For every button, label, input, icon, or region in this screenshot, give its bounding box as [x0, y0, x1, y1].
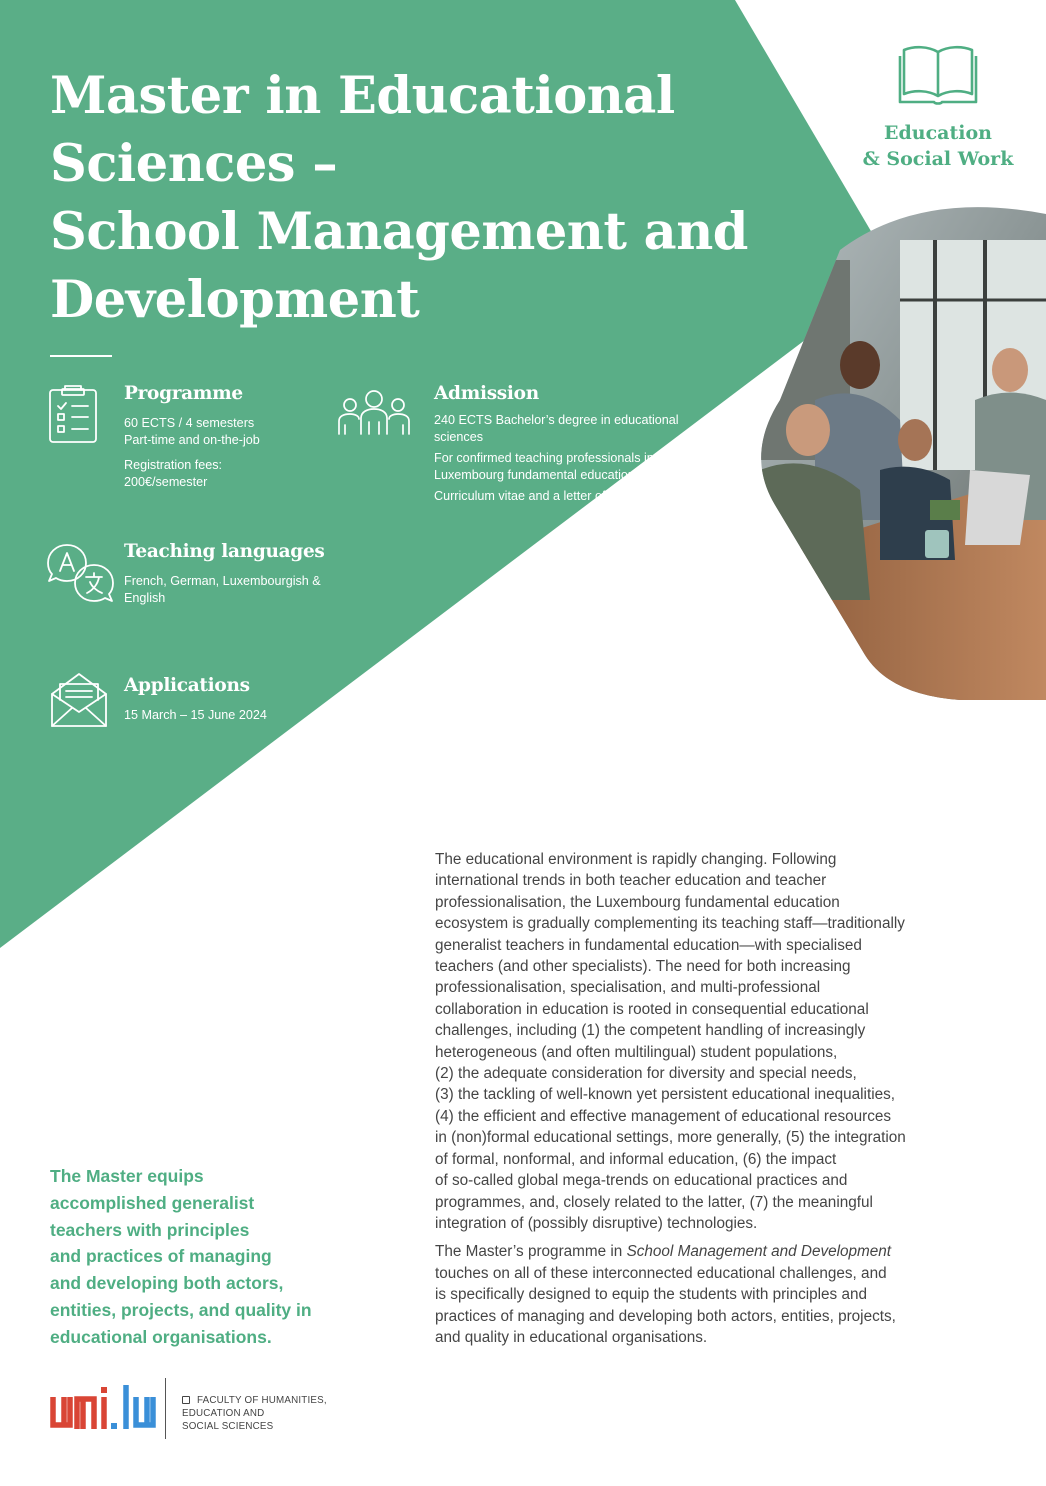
fees-line: Registration fees: [124, 458, 223, 472]
body-line: and quality in educational organisations. [435, 1328, 708, 1346]
faculty-line: EDUCATION AND [182, 1408, 265, 1419]
page-title [50, 62, 750, 334]
intro-line: accomplished generalist [50, 1192, 255, 1213]
body-text-run: The Master’s programme in [435, 1243, 627, 1261]
body-line: international trends in both teacher education and teacher [435, 872, 827, 890]
programme-line: 60 ECTS / 4 semesters [124, 416, 255, 430]
body-line: programmes, and, closely related to the latter, (7) the meaningful [435, 1193, 873, 1211]
faculty-name [182, 1394, 327, 1433]
programme-heading: Programme [124, 383, 243, 404]
admission-line: 240 ECTS Bachelor’s degree in educational [434, 413, 679, 427]
body-line: (3) the tackling of well-known yet persistent educational inequalities, [435, 1086, 896, 1104]
intro-line: educational organisations. [50, 1326, 272, 1347]
body-line: integration of (possibly disruptive) technologies. [435, 1214, 758, 1232]
body-line: of formal, nonformal, and informal education, (6) the impact [435, 1150, 837, 1168]
body-line: teachers (and other specialists). The need for both increasing [435, 958, 851, 976]
faculty-line-text: FACULTY OF HUMANITIES, [197, 1395, 327, 1406]
body-line: in (non)formal educational settings, more generally, (5) the integration [435, 1129, 906, 1147]
body-text [435, 849, 995, 1348]
admission-item [434, 412, 734, 446]
title-line: Development [50, 270, 420, 330]
body-line: practices of managing and developing both actors, entities, projects, [435, 1307, 896, 1325]
programme-name-italic: School Management and Development [626, 1243, 892, 1261]
body-line: The educational environment is rapidly changing. Following [435, 851, 837, 868]
translate-bubbles-icon [46, 543, 116, 607]
admission-line: Luxembourg fundamental education [434, 468, 635, 482]
body-line: (2) the adequate consideration for diversity and special needs, [435, 1065, 857, 1083]
faculty-line [182, 1394, 327, 1407]
admission-line: sciences [434, 430, 483, 444]
body-line: professionalisation, specialisation, and multi-professional [435, 979, 821, 997]
body-line: (4) the efficient and effective management of educational resources [435, 1107, 892, 1125]
admission-line: For confirmed teaching professionals in [434, 451, 654, 465]
faculty-line: SOCIAL SCIENCES [182, 1421, 274, 1432]
admission-item [434, 450, 734, 484]
faculty-brand [862, 42, 1014, 172]
clipboard-checklist-icon [48, 384, 100, 444]
body-line: of so-called global mega-trends on educational practices and [435, 1172, 848, 1190]
intro-line: The Master equips [50, 1166, 204, 1186]
body-line: heterogeneous (and often multilingual) student populations, [435, 1043, 838, 1061]
body-line [435, 1241, 995, 1262]
envelope-letter-icon [50, 672, 108, 728]
intro-line: teachers with principles [50, 1219, 250, 1240]
body-line: collaboration in education is rooted in consequential educational [435, 1000, 869, 1018]
languages-line: French, German, Luxembourgish & [124, 574, 321, 588]
open-book-icon [898, 42, 978, 106]
title-line: School Management and [50, 202, 748, 262]
body-line: touches on all of these interconnected educational challenges, and [435, 1264, 887, 1282]
body-paragraph-1 [435, 849, 995, 1234]
admission-details [434, 412, 734, 505]
fees-line: 200€/semester [124, 475, 208, 489]
applications-dates: 15 March – 15 June 2024 [124, 708, 267, 722]
languages-line: English [124, 591, 166, 605]
languages-details [124, 573, 364, 607]
languages-heading: Teaching languages [124, 541, 325, 562]
intro-line: entities, projects, and quality in [50, 1299, 312, 1320]
footer-divider [165, 1378, 166, 1439]
intro-line: and developing both actors, [50, 1273, 284, 1294]
admission-line: Curriculum vitae and a letter of motivation [434, 489, 667, 503]
title-line: Master in Educational [50, 66, 675, 126]
programme-details [124, 415, 324, 491]
body-line: generalist teachers in fundamental education—with specialised [435, 936, 862, 954]
body-line: professionalisation, the Luxembourg fundamental education [435, 893, 840, 911]
faculty-square-icon [182, 1396, 190, 1404]
programme-line: Part-time and on-the-job [124, 433, 260, 447]
body-line: challenges, including (1) the competent handling of increasingly [435, 1022, 866, 1040]
uni-lu-logo [50, 1383, 160, 1435]
body-line: is specifically designed to equip the students with principles and [435, 1286, 867, 1304]
intro-highlight [50, 1163, 350, 1351]
people-group-icon [337, 388, 411, 436]
brand-line: & Social Work [862, 148, 1014, 170]
admission-item [434, 488, 734, 505]
body-line: ecosystem is gradually complementing its teaching staff—traditionally [435, 915, 905, 933]
applications-heading: Applications [124, 675, 250, 696]
brand-line: Education [884, 122, 992, 144]
admission-heading: Admission [434, 383, 539, 404]
intro-line: and practices of managing [50, 1246, 272, 1267]
title-line: Sciences – [50, 134, 338, 194]
title-divider [50, 355, 112, 357]
body-paragraph-2 [435, 1241, 995, 1348]
